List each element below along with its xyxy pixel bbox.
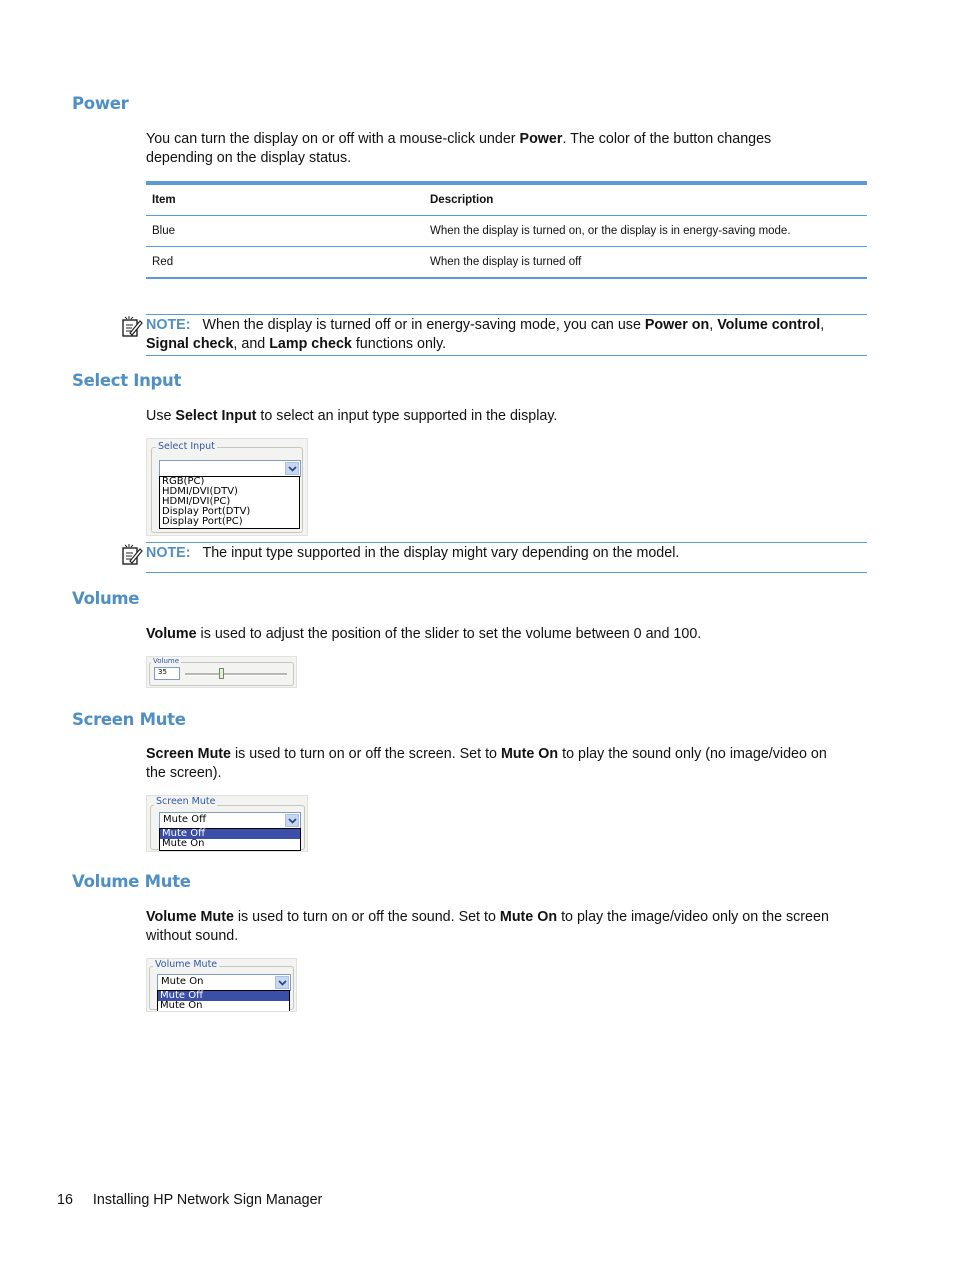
bold-term: Select Input [175, 408, 257, 424]
table-header-row [146, 185, 867, 216]
bold-term: Volume Mute [146, 909, 234, 925]
group-title: Volume [153, 657, 180, 665]
dropdown-option-selected[interactable]: Mute Off [160, 829, 300, 839]
note-label: NOTE: [146, 317, 191, 333]
table-cell: Blue [152, 225, 176, 237]
text: depending on the display status. [146, 150, 352, 166]
volume-mute-widget [146, 958, 297, 1012]
text: The input type supported in the display might vary depending on the model. [202, 545, 680, 561]
note-power [146, 314, 867, 356]
select-input-widget [146, 438, 308, 536]
table-cell: When the display is turned off [430, 256, 582, 268]
section-heading-select-input: Select Input [72, 371, 182, 390]
dropdown-value: Mute On [161, 976, 204, 987]
screen-mute-dropdown[interactable] [159, 812, 301, 829]
text: , [709, 317, 718, 333]
group-title: Screen Mute [156, 796, 216, 807]
power-status-table [146, 181, 867, 279]
bold-term: Screen Mute [146, 746, 232, 762]
text: is used to adjust the position of the slider to set the volume between 0 and 100. [196, 626, 702, 642]
table-row [146, 216, 867, 247]
section-heading-screen-mute: Screen Mute [72, 710, 186, 729]
bold-term: Lamp check [269, 336, 352, 352]
text: the screen). [146, 765, 222, 781]
bold-term: Signal check [146, 336, 234, 352]
screen-mute-options-list [159, 828, 301, 851]
volume-slider-track[interactable] [185, 673, 287, 676]
dropdown-option-selected[interactable]: Mute Off [158, 991, 289, 1001]
dropdown-option[interactable]: RGB(PC) [162, 476, 205, 487]
text: is used to turn on or off the screen. Set to [231, 746, 501, 762]
page-footer [57, 1192, 322, 1208]
bold-term: Power [519, 131, 563, 147]
text: to play the image/video only on the screen [557, 909, 829, 925]
volume-paragraph [146, 625, 866, 644]
bold-term: Volume [146, 626, 197, 642]
dropdown-value: Mute Off [163, 814, 206, 825]
group-title: Select Input [158, 441, 215, 452]
volume-widget [146, 656, 297, 688]
dropdown-option[interactable]: HDMI/DVI(DTV) [162, 486, 238, 497]
section-heading-volume: Volume [72, 589, 140, 608]
section-heading-power: Power [72, 94, 129, 113]
text: , [820, 317, 825, 333]
text: You can turn the display on or off with a mouse-click under [146, 131, 520, 147]
text: Use [146, 408, 176, 424]
section-heading-volume-mute: Volume Mute [72, 872, 191, 891]
text: , and [233, 336, 270, 352]
volume-value-input[interactable] [154, 667, 180, 680]
dropdown-option[interactable]: Display Port(DTV) [162, 506, 251, 517]
chevron-down-icon[interactable] [285, 462, 299, 475]
select-input-paragraph [146, 407, 866, 426]
select-input-options-list [159, 476, 300, 529]
chevron-down-icon[interactable] [285, 814, 299, 827]
note-icon [121, 544, 143, 566]
bold-term: Power on [644, 317, 710, 333]
bold-term: Volume control [717, 317, 821, 333]
note-label: NOTE: [146, 545, 191, 561]
dropdown-option[interactable]: Mute On [160, 1000, 203, 1011]
text: is used to turn on or off the sound. Set to [233, 909, 500, 925]
dropdown-option[interactable]: Display Port(PC) [162, 516, 243, 527]
text: . The color of the button changes [562, 131, 772, 147]
select-input-dropdown[interactable] [159, 460, 301, 477]
text: When the display is turned off or in energy-saving mode, you can use [202, 317, 645, 333]
table-cell: Red [152, 256, 174, 268]
volume-value: 35 [158, 668, 167, 676]
page-number: 16 [57, 1192, 73, 1208]
volume-mute-paragraph [146, 908, 866, 946]
power-paragraph [146, 130, 866, 168]
group-title: Volume Mute [155, 959, 218, 970]
column-header-description: Description [430, 194, 494, 206]
volume-mute-dropdown[interactable] [157, 974, 291, 991]
text: to select an input type supported in the display. [256, 408, 558, 424]
column-header-item: Item [152, 194, 176, 206]
dropdown-option[interactable]: HDMI/DVI(PC) [162, 496, 231, 507]
chevron-down-icon[interactable] [275, 976, 289, 989]
dropdown-option[interactable]: Mute On [162, 838, 205, 849]
footer-title: Installing HP Network Sign Manager [92, 1192, 323, 1208]
note-select-input [146, 542, 867, 573]
text: to play the sound only (no image/video on [558, 746, 827, 762]
bold-term: Mute On [499, 909, 558, 925]
text: functions only. [351, 336, 447, 352]
table-cell: When the display is turned on, or the display is in energy-saving mode. [430, 225, 791, 237]
screen-mute-paragraph [146, 745, 866, 783]
screen-mute-widget [146, 795, 308, 852]
volume-mute-options-list [157, 990, 290, 1012]
note-icon [121, 316, 143, 338]
text: without sound. [146, 928, 239, 944]
table-row [146, 247, 867, 279]
volume-slider-thumb[interactable] [219, 668, 224, 679]
bold-term: Mute On [500, 746, 559, 762]
